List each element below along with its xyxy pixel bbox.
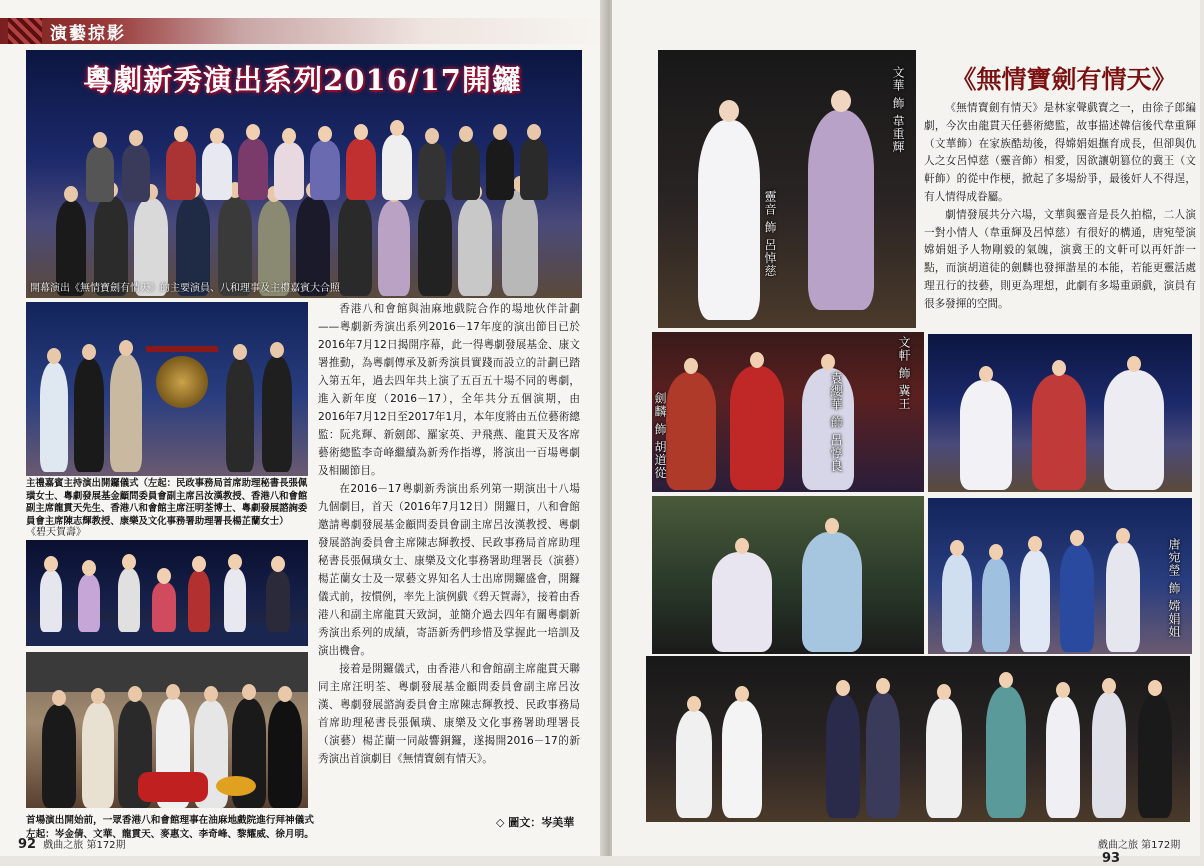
page-footer-left xyxy=(18,836,126,852)
lead-actors-photo xyxy=(658,50,916,328)
page-number: 92 xyxy=(18,837,37,852)
article-paragraph: 接着是開鑼儀式，由香港八和會館副主席龍貫天聯同主席汪明荃、粵劇發展基金顧問委員會副主席呂汝漢、粵劇發展諮詢委員會主席陳志輝教授、民政事務局首席助理秘書長張佩璜、康樂及文化事務署助理署長（演藝）楊芷蘭一同敲響銅鑼，遂揭開2016－17的新秀演出首演劇目《無情寶劍有情天》。 xyxy=(318,663,580,765)
review-body xyxy=(924,100,1196,314)
finale-photo xyxy=(646,656,1190,822)
court-scene-photo xyxy=(652,332,924,492)
jianlin-label: 劍麟 飾 胡道從 xyxy=(653,392,667,480)
confrontation-photo xyxy=(928,334,1192,492)
magazine-issue: 戲曲之旅 第172期 xyxy=(43,840,126,851)
article-paragraph: 香港八和會館與油麻地戲院合作的場地伙伴計劃——粵劇新秀演出系列2016－17年度的演出節目已於2016年7月12日揭開序幕，此一得粵劇發展基金、康文署推動，為粵劇傳承及新秀演員實踐而設立的計劃已踏入第五年，過去四年共上演了五百五十場不同的粵劇，進入新年度（2016－17），全年共分五個演期，由2016年7月12日至2017年1月，本年度將由五位藝術總監：阮兆輝、新劍郎、羅家英、尹飛燕、龍貫天及客席藝術總監李奇峰繼續為新秀作指導，將演出一百場粵劇及相關節目。 xyxy=(318,303,580,477)
opening-show-caption: 《碧天賀壽》 xyxy=(26,527,86,538)
gong-ceremony-caption: 主禮嘉賓主持演出開鑼儀式（左起：民政事務局首席助理秘書長張佩璜女士、粵劇發展基金顧問委員會副主席呂汝漢教授、香港八和會館副主席龍貫天先生、香港八和會館主席汪明荃博士、粵劇發展諮詢委員會主席陳志輝教授、康樂及文化事務署助理署長楊芷蘭女士） xyxy=(26,478,308,527)
section-banner xyxy=(0,10,606,48)
wenhua-label: 文華 飾 韋重輝 xyxy=(891,66,905,154)
sword-duel-photo xyxy=(652,496,924,654)
right-page xyxy=(612,0,1200,866)
review-paragraph: 《無情寶劍有情天》是林家聲戲寶之一，由徐子郎編劇，今次由龍貫天任藝術總監，故事描述韓信後代韋重輝（文華飾）在家族酷劫後，得嫦娟姐撫育成長，但卻與仇人之女呂悼慈（靈音飾）相愛，因欲讓朝篡位的冀王（文軒飾）的從中作梗，掀起了多場紛爭，最後奸人不得逞，有人情得成眷屬。 xyxy=(924,102,1196,203)
worship-names: 左起：岑金倩、文華、龍貫天、麥惠文、李奇峰、黎耀威、徐月明。 xyxy=(26,829,314,840)
magazine-issue: 戲曲之旅 第172期 xyxy=(1098,840,1181,851)
worship-caption: 首場演出開始前，一眾香港八和會館理事在油麻地戲院進行拜神儀式 xyxy=(26,815,314,826)
gong-ceremony-photo xyxy=(26,302,308,476)
ornament-icon xyxy=(8,18,42,44)
tangwanying-label: 唐宛瑩 飾 嫦娟姐 xyxy=(1167,538,1181,639)
group-photo-caption: 開幕演出《無情寶劍有情天》的主要演員、八和理事及主禮嘉賓大合照 xyxy=(30,283,340,294)
section-label: 演藝掠影 xyxy=(50,24,126,44)
article-title: 《無情寶劍有情天》 xyxy=(951,65,1177,94)
page-title: 粵劇新秀演出系列2016/17開鑼 xyxy=(83,63,522,97)
photo-credit: ◇ 圖文：岑美華 xyxy=(496,816,575,829)
opening-show-photo xyxy=(26,540,308,646)
page-number: 93 xyxy=(1102,851,1121,866)
review-paragraph: 劇情發展共分六場，文華與靈音是長久拍檔，二人演一對小情人（韋重輝及呂悼慈）有很好的構通，唐宛瑩演嫦娟姐予人物剛毅的氣魄，演冀王的文軒可以再奸詐一點，而演胡道徒的劍麟也發揮諧星的本能，若能更靈活處理丑行的技藝，則更為理想，此劇有多場重頭戲，演員有很多發揮的空間。 xyxy=(924,208,1196,310)
article-paragraph: 在2016－17粵劇新秀演出系列第一期演出十八場九個劇目，首天（2016年7月12日）開鑼日，八和會館邀請粵劇發展基金顧問委員會副主席呂汝漢教授、粵劇發展諮詢委員會主席陳志輝教授、民政事務局首席助理秘書長張佩璜女士、康樂及文化事務署助理署長（演藝）楊芷蘭女士及一眾藝文界知名人士出席開鑼盛會，開鑼儀式前，按慣例，率先上演例戲《碧天賀壽》，接着由香港八和副主席龍貫天致詞，並簡介過去四年有關粵劇新秀演出系列的成績，寄語新秀們珍惜及掌握此一培訓及演出機會。 xyxy=(318,483,580,657)
page-footer-right xyxy=(1098,836,1200,866)
article-body xyxy=(318,300,580,768)
wenxuan-label: 文軒 飾 冀王 xyxy=(897,336,911,411)
ensemble-photo xyxy=(928,498,1192,654)
lingyin-label: 靈音 飾 呂悼慈 xyxy=(763,190,777,278)
yuanzhuan-label: 袁纓華 飾 呂惇良 xyxy=(829,372,843,473)
worship-photo xyxy=(26,652,308,808)
left-page xyxy=(0,0,606,856)
